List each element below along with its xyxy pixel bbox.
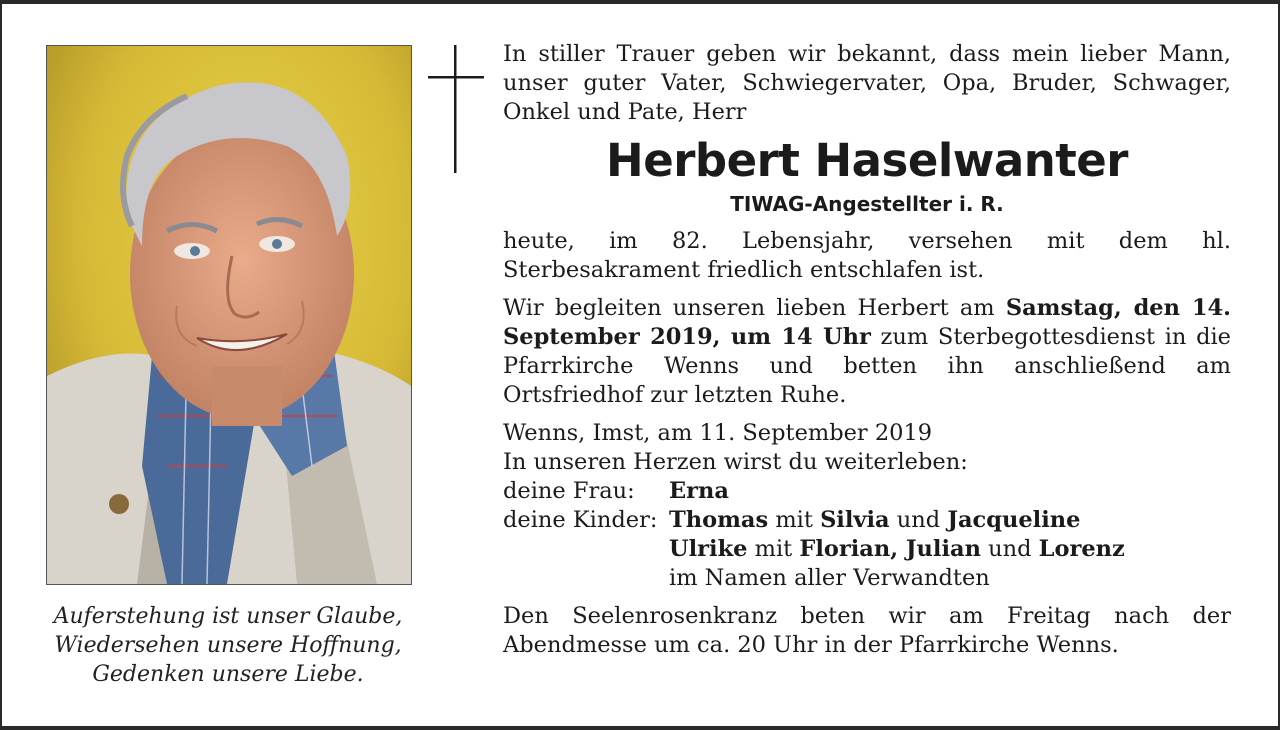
cross-icon bbox=[428, 45, 484, 175]
rosary-paragraph: Den Seelenrosenkranz beten wir am Freitag nach der Abendmesse um ca. 20 Uhr in der Pfarrkirche Wenns. bbox=[503, 603, 1231, 658]
empty-cell bbox=[503, 564, 669, 593]
partner-name: Silvia bbox=[820, 507, 890, 533]
wife-name: Erna bbox=[669, 478, 729, 504]
empty-cell bbox=[503, 535, 669, 564]
child-name: Ulrike bbox=[669, 536, 748, 562]
wife-label: deine Frau: bbox=[503, 478, 635, 504]
relatives-line: im Namen aller Verwandten bbox=[669, 565, 990, 591]
children-line-2 bbox=[669, 535, 1125, 564]
motto-line-1: Auferstehung ist unser Glaube, bbox=[53, 604, 403, 629]
motto-line-2: Wiedersehen unsere Hoffnung, bbox=[54, 633, 402, 658]
deceased-name: Herbert Haselwanter bbox=[606, 134, 1128, 187]
children-label: deine Kinder: bbox=[503, 507, 658, 533]
children-line-1 bbox=[669, 506, 1125, 535]
funeral-paragraph bbox=[503, 294, 1231, 410]
family-row-relatives bbox=[503, 564, 1125, 593]
grandchild-name: Jacqueline bbox=[947, 507, 1081, 533]
intro-paragraph: In stiller Trauer geben wir bekannt, dass mein lieber Mann, unser guter Vater, Schwiegervater, Opa, Bruder, Schwager, Onkel und Pate, Herr bbox=[503, 41, 1231, 125]
deceased-title: TIWAG-Angestellter i. R. bbox=[730, 192, 1004, 216]
grandchild-name: Lorenz bbox=[1038, 536, 1125, 562]
portrait-photo bbox=[46, 45, 412, 585]
family-row-children bbox=[503, 506, 1125, 535]
closing-line: In unseren Herzen wirst du weiterleben: bbox=[503, 449, 968, 475]
funeral-date: Samstag, den 14. September 2019, um 14 Uhr bbox=[503, 295, 1231, 350]
funeral-text-start: Wir begleiten unseren lieben Herbert am bbox=[503, 295, 1006, 321]
notice-text bbox=[503, 40, 1231, 660]
connector-text: und bbox=[889, 507, 948, 533]
family-row-children-2 bbox=[503, 535, 1125, 564]
motto-line-3: Gedenken unsere Liebe. bbox=[92, 662, 364, 687]
death-paragraph: heute, im 82. Lebensjahr, versehen mit dem hl. Sterbesakrament friedlich entschlafen ist. bbox=[503, 228, 1231, 283]
child-name: Thomas bbox=[669, 507, 769, 533]
connector-text: mit bbox=[768, 507, 821, 533]
grandchildren-names: Florian, Julian bbox=[799, 536, 981, 562]
connector-text: mit bbox=[747, 536, 800, 562]
family-list bbox=[503, 477, 1125, 593]
family-row-wife bbox=[503, 477, 1125, 506]
place-date: Wenns, Imst, am 11. September 2019 bbox=[503, 420, 933, 446]
motto bbox=[30, 602, 426, 689]
funeral-text-end: zum Sterbegottesdienst in die Pfarrkirche Wenns und betten ihn anschließend am Ortsfriedhof zur letzten Ruhe. bbox=[503, 324, 1231, 408]
connector-text: und bbox=[980, 536, 1039, 562]
